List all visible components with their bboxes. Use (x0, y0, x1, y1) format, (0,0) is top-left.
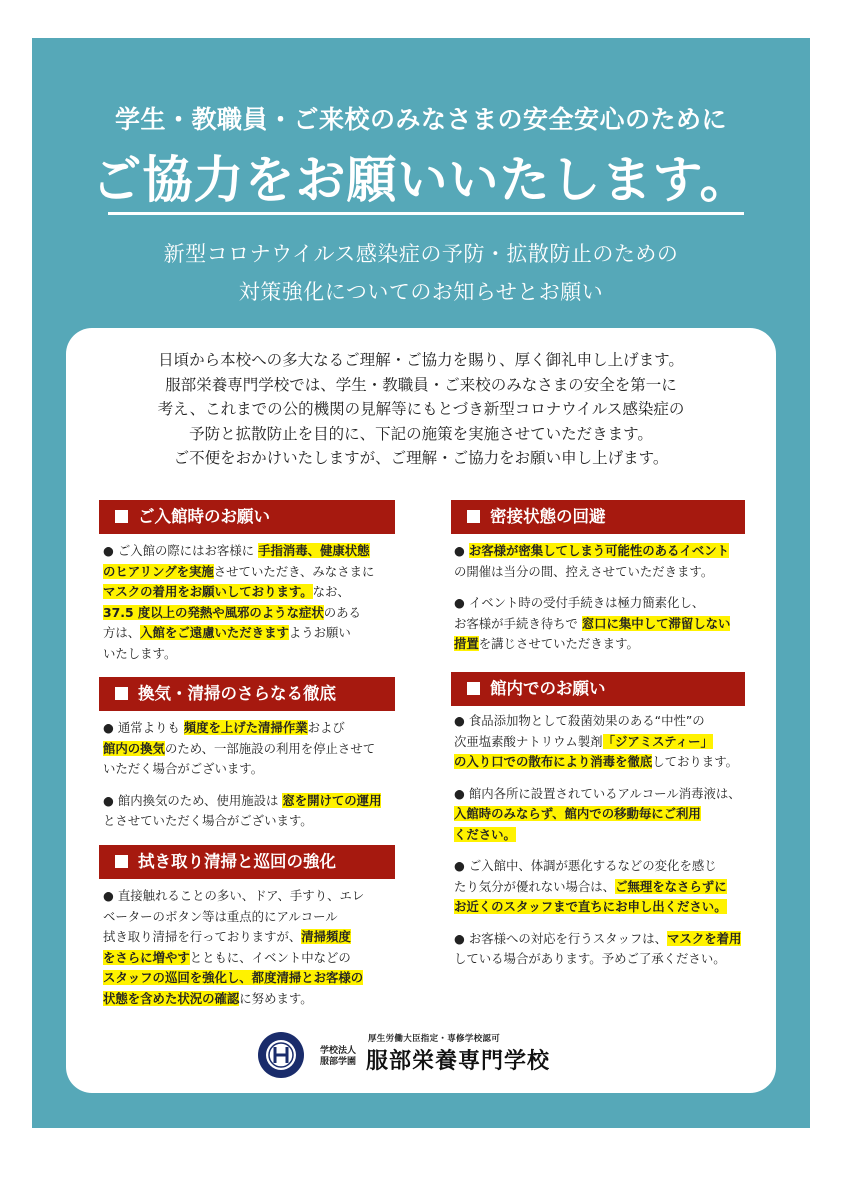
section-title: 拭き取り清掃と巡回の強化 (138, 852, 336, 871)
section-title: ご入館時のお願い (138, 507, 270, 526)
highlight-text: の入り口での散布により消毒を徹底 (454, 754, 653, 769)
text: 館内換気のため、使用施設は (117, 792, 283, 808)
highlight-text: 清掃頻度 (301, 929, 351, 944)
text: なお、 (312, 584, 350, 599)
section-header-wipe (99, 845, 395, 879)
section-header-ventilation (99, 677, 395, 711)
text: 拭き取り清掃を行っておりますが、 (103, 929, 302, 944)
section-title: 換気・清掃のさらなる徹底 (138, 684, 336, 703)
subtitle-line-2: 対策強化についてのお知らせとお願い (238, 280, 604, 304)
dot-bullet-icon: ● (454, 595, 465, 610)
top-title: 学生・教職員・ご来校のみなさまの安全安心のために (114, 105, 727, 134)
highlight-text: 「ジアミスティー」 (602, 733, 713, 749)
highlight-text: お近くのスタッフまで直ちにお申し出ください。 (454, 899, 727, 914)
paragraph (103, 718, 399, 780)
text: ご入館中、体調が悪化するなどの変化を感じ (468, 858, 717, 873)
text: の開催は当分の間、控えさせていただきます。 (454, 563, 714, 579)
highlight-text: 窓を開けての運用 (282, 792, 382, 808)
highlight-text: マスクを着用 (667, 930, 742, 946)
section-title: 密接状態の回避 (490, 507, 606, 526)
square-bullet-icon (467, 510, 480, 523)
square-bullet-icon (115, 510, 128, 523)
dot-bullet-icon: ● (103, 888, 114, 903)
intro-line: 服部栄養専門学校では、学生・教職員・ご来校のみなさまの安全を第一に (165, 375, 677, 394)
paragraph (454, 593, 750, 655)
intro-line: 考え、これまでの公的機関の見解等にもとづき新型コロナウイルス感染症の (157, 400, 685, 418)
intro-line: ご不便をおかけいたしますが、ご理解・ご協力をお願い申し上げます。 (173, 449, 669, 467)
text: たり気分が優れない場合は、 (454, 878, 616, 894)
corporation-label (320, 1046, 356, 1068)
section-header-entry (99, 500, 395, 534)
highlight-text: のヒアリングを実施 (103, 563, 214, 579)
text: お客様が手続き待ちで (454, 615, 582, 631)
highlight-text: スタッフの巡回を強化し、都度清掃とお客様の (103, 970, 364, 985)
section-title: 館内でのお願い (490, 679, 606, 698)
text: ご入館の際にはお客様に (117, 543, 259, 558)
section-body-ventilation (103, 718, 399, 843)
text: している場合があります。予めご了承ください。 (454, 951, 726, 966)
dot-bullet-icon: ● (454, 930, 465, 946)
section-body-wipe (103, 886, 399, 1020)
highlight-text: 館内の換気 (103, 740, 165, 756)
square-bullet-icon (467, 682, 480, 695)
accreditation-label: 厚生労働大臣指定・専修学校認可 (368, 1034, 501, 1044)
dot-bullet-icon: ● (454, 543, 465, 558)
dot-bullet-icon: ● (103, 543, 114, 558)
text: 方は、 (103, 625, 141, 640)
dot-bullet-icon: ● (454, 713, 465, 728)
main-title: ご協力をお願いいたします。 (91, 151, 751, 209)
section-header-distance (451, 500, 745, 534)
highlight-text: をさらに増やす (103, 949, 190, 965)
paragraph (454, 784, 754, 846)
dot-bullet-icon: ● (454, 858, 465, 873)
intro-line: 日頃から本校への多大なるご理解・ご協力を賜り、厚く御礼申し上げます。 (158, 351, 684, 369)
highlight-text: ください。 (454, 826, 516, 842)
highlight-text: 入館時のみならず、館内での移動毎にご利用 (454, 806, 701, 821)
square-bullet-icon (115, 855, 128, 868)
text: いたします。 (103, 645, 177, 661)
square-bullet-icon (115, 687, 128, 700)
footer-logo (0, 1030, 842, 1080)
text: のある (323, 604, 361, 620)
corporation-line: 服部学園 (320, 1057, 357, 1067)
highlight-text: 措置 (454, 636, 479, 651)
corporation-line: 学校法人 (320, 1046, 357, 1056)
text: を講じさせていただきます。 (478, 636, 639, 651)
title-divider (108, 212, 744, 215)
text: ようお願い (288, 625, 351, 640)
text: に努めます。 (239, 990, 313, 1006)
dot-bullet-icon: ● (103, 720, 114, 735)
paragraph (454, 711, 754, 773)
text: いただく場合がございます。 (103, 761, 264, 776)
paragraph (454, 856, 754, 918)
text: および (307, 720, 345, 735)
paragraph (103, 886, 399, 1009)
highlight-text: 窓口に集中して滞留しない (581, 615, 731, 631)
intro-paragraph (66, 348, 776, 471)
text: 次亜塩素酸ナトリウム製剤 (454, 733, 603, 749)
highlight-text: 入館をご遠慮いただきます (140, 625, 289, 640)
highlight-text: 手指消毒、健康状態 (258, 543, 370, 558)
text: させていただき、みなさまに (213, 563, 375, 579)
section-body-entry (103, 541, 399, 675)
highlight-text: 頻度を上げた清掃作業 (183, 720, 308, 735)
paragraph (103, 791, 399, 832)
section-body-inside (454, 711, 754, 981)
text: 食品添加物として殺菌効果のある“中性”の (468, 713, 705, 728)
section-body-distance (454, 541, 750, 666)
dot-bullet-icon: ● (103, 792, 114, 808)
highlight-text: マスクの着用をお願いしております。 (103, 584, 313, 599)
text: ベーターのボタン等は重点的にアルコール (103, 908, 338, 924)
text: 通常よりも (117, 720, 184, 735)
text: お客様への対応を行うスタッフは、 (468, 930, 668, 946)
section-header-inside (451, 672, 745, 706)
highlight-text: お客様が密集してしまう可能性のあるイベント (468, 543, 730, 558)
text: とさせていただく場合がございます。 (103, 813, 313, 828)
text: しております。 (652, 754, 738, 769)
paragraph (103, 541, 399, 664)
highlight-text: 状態を含めた状況の確認 (103, 990, 240, 1006)
text: とともに、イベント中などの (189, 949, 351, 965)
highlight-text: 37.5 度以上の発熱や風邪のような症状 (103, 604, 324, 620)
text: のため、一部施設の利用を停止させて (164, 740, 376, 756)
school-seal-icon (256, 1030, 306, 1080)
intro-line: 予防と拡散防止を目的に、下記の施策を実施させていただきます。 (189, 424, 653, 443)
subtitle-line-1: 新型コロナウイルス感染症の予防・拡散防止のための (163, 242, 679, 266)
highlight-text: ご無理をなさらずに (615, 878, 727, 894)
text: 直接触れることの多い、ドア、手すり、エレ (117, 888, 365, 903)
text: イベント時の受付手続きは極力簡素化し、 (468, 595, 705, 610)
paragraph (454, 541, 750, 582)
text: 館内各所に設置されているアルコール消毒液は、 (468, 785, 741, 801)
dot-bullet-icon: ● (454, 785, 465, 801)
school-name: 服部栄養専門学校 (366, 1049, 551, 1074)
paragraph (454, 929, 754, 970)
